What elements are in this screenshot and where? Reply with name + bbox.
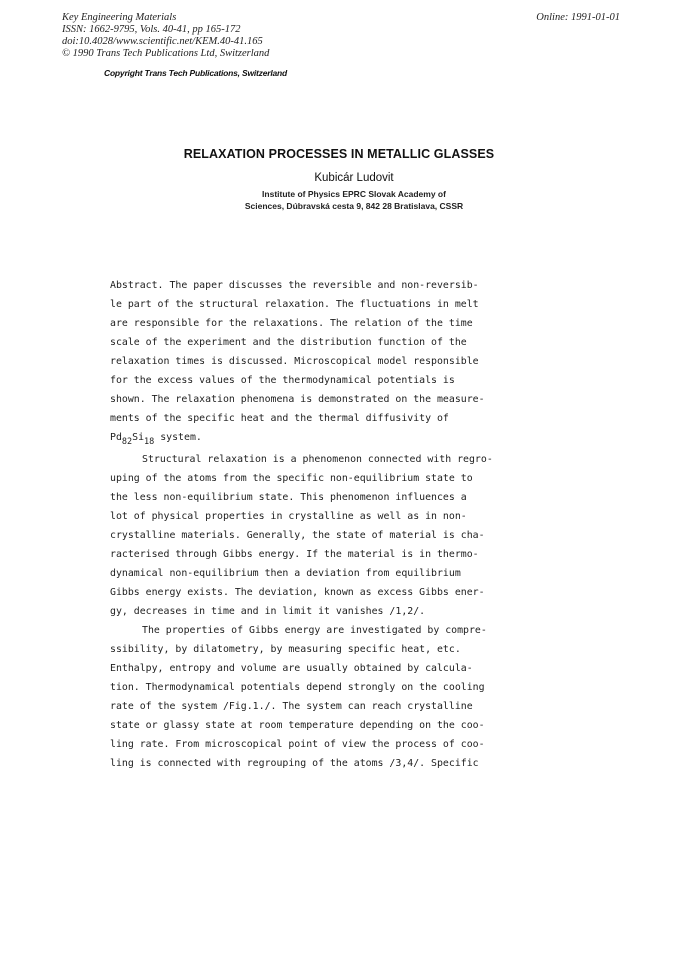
affiliation-line-2: Sciences, Dúbravská cesta 9, 842 28 Bratislava, CSSR (244, 201, 464, 211)
paragraph-line: ssibility, by dilatometry, by measuring specific heat, etc. (110, 644, 461, 655)
abstract-line: are responsible for the relaxations. The relation of the time (110, 318, 473, 329)
issn-line: ISSN: 1662-9795, Vols. 40-41, pp 165-172 (62, 24, 241, 35)
abstract (110, 276, 540, 450)
paragraph-line: Enthalpy, entropy and volume are usually obtained by calcula- (110, 663, 473, 674)
alloy-pd-subscript: 82 (121, 437, 133, 447)
paragraph-line: The properties of Gibbs energy are investigated by compre- (142, 625, 487, 636)
copyright-notice: Copyright Trans Tech Publications, Switzerland (104, 68, 288, 78)
alloy-si: Si (132, 432, 145, 443)
abstract-line: for the excess values of the thermodynamical potentials is (110, 375, 455, 386)
abstract-line: relaxation times is discussed. Microscopical model responsible (110, 356, 479, 367)
paper-body (110, 276, 540, 773)
abstract-line: le part of the structural relaxation. The fluctuations in melt (110, 299, 479, 310)
alloy-suffix: system. (154, 432, 202, 443)
paragraph-line: tion. Thermodynamical potentials depend strongly on the cooling (110, 682, 485, 693)
paper-author: Kubicár Ludovit (314, 172, 394, 184)
paragraph-line: racterised through Gibbs energy. If the material is in thermo- (110, 549, 479, 560)
abstract-line: ments of the specific heat and the thermal diffusivity of (110, 413, 449, 424)
paragraph-line: dynamical non-equilibrium then a deviation from equilibrium (110, 568, 461, 579)
paragraph-line: state or glassy state at room temperature depending on the coo- (110, 720, 485, 731)
doi-line: doi:10.4028/www.scientific.net/KEM.40-41.165 (62, 36, 263, 47)
paragraph-line: ling is connected with regrouping of the atoms /3,4/. Specific (110, 758, 479, 769)
paper-title: RELAXATION PROCESSES IN METALLIC GLASSES (183, 147, 495, 161)
paragraph-line: Gibbs energy exists. The deviation, known as excess Gibbs ener- (110, 587, 485, 598)
paragraph-line: crystalline materials. Generally, the state of material is cha- (110, 530, 485, 541)
paragraph-line: rate of the system /Fig.1./. The system can reach crystalline (110, 701, 473, 712)
paragraph-line: the less non-equilibrium state. This phenomenon influences a (110, 492, 467, 503)
online-date: Online: 1991-01-01 (536, 12, 620, 23)
affiliation-line-1: Institute of Physics EPRC Slovak Academy of (262, 189, 446, 199)
paragraph-1 (110, 450, 540, 621)
paragraph-line: Structural relaxation is a phenomenon connected with regro- (142, 454, 493, 465)
alloy-pd: Pd (110, 432, 122, 443)
paragraph-line: lot of physical properties in crystalline as well as in non- (110, 511, 467, 522)
abstract-line: shown. The relaxation phenomena is demonstrated on the measure- (110, 394, 485, 405)
paragraph-line: ling rate. From microscopical point of view the process of coo- (110, 739, 485, 750)
paragraph-line: gy, decreases in time and in limit it vanishes /1,2/. (110, 606, 426, 617)
abstract-line: scale of the experiment and the distribution function of the (110, 337, 467, 348)
journal-name: Key Engineering Materials (62, 12, 177, 23)
alloy-formula-line (110, 428, 540, 450)
publication-metadata (62, 12, 402, 60)
publisher-line: © 1990 Trans Tech Publications Ltd, Switzerland (62, 48, 270, 59)
abstract-line: Abstract. The paper discusses the reversible and non-reversib- (110, 280, 479, 291)
alloy-si-subscript: 18 (144, 437, 155, 447)
paragraph-2 (110, 621, 540, 773)
paragraph-line: uping of the atoms from the specific non-equilibrium state to (110, 473, 473, 484)
